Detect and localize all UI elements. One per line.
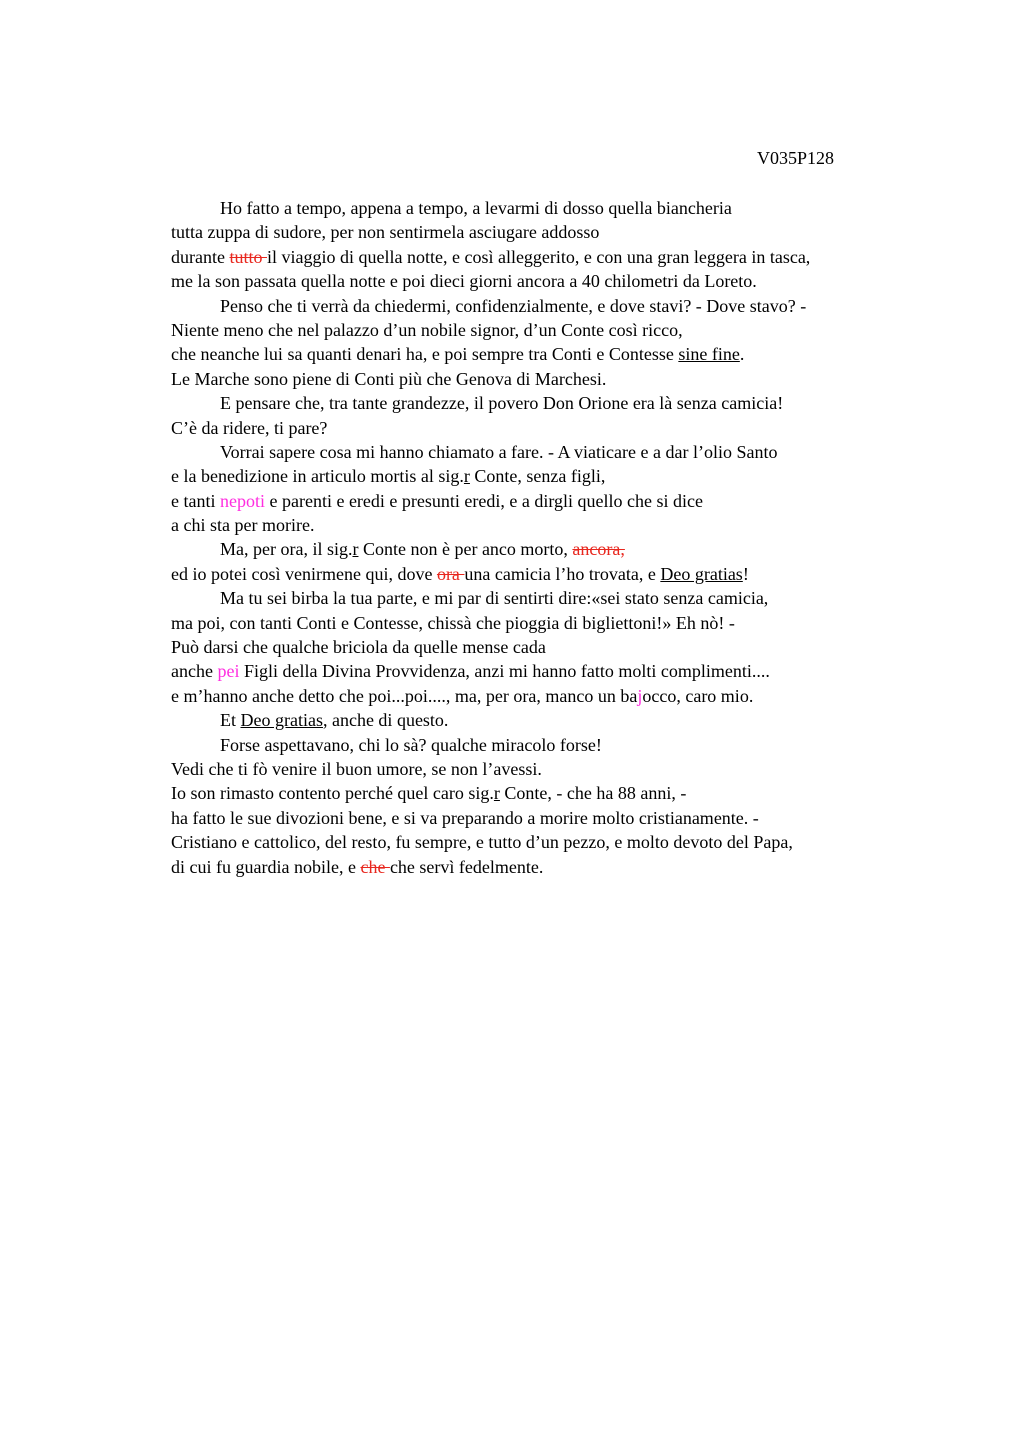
text-segment: a chi sta per morire.: [171, 515, 315, 536]
text-line: [171, 318, 961, 342]
text-segment: Può darsi che qualche briciola da quelle mense cada: [171, 637, 546, 658]
inserted-text: pei: [217, 661, 240, 682]
text-line: [171, 611, 961, 635]
text-line: [171, 245, 961, 269]
text-segment: Vorrai sapere cosa mi hanno chiamato a fare. - A viaticare e a dar l’olio Santo: [220, 441, 778, 462]
text-segment: anche: [171, 661, 218, 682]
text-segment: una camicia l’ho trovata, e: [464, 563, 661, 584]
text-segment: Conte, - che ha 88 anni, -: [499, 783, 687, 804]
text-segment: Conte, senza figli,: [469, 466, 606, 487]
text-segment: e parenti e eredi e presunti eredi, e a dirgli quello che si dice: [264, 490, 703, 511]
text-segment: Vedi che ti fò venire il buon umore, se non l’avessi.: [171, 758, 542, 779]
text-segment: Figli della Divina Provvidenza, anzi mi hanno fatto molti complimenti....: [239, 661, 770, 682]
text-line: [171, 684, 961, 708]
underlined-text: Deo gratias: [660, 563, 743, 584]
deleted-text: ora: [436, 563, 465, 584]
text-segment: occo, caro mio.: [642, 685, 754, 706]
text-segment: Ma tu sei birba la tua parte, e mi par di sentirti dire:«sei stato senza camicia,: [220, 588, 769, 609]
text-segment: ed io potei così venirmene qui, dove: [171, 563, 437, 584]
text-segment: Le Marche sono piene di Conti più che Genova di Marchesi.: [171, 368, 607, 389]
text-line: [171, 513, 961, 537]
text-segment: E pensare che, tra tante grandezze, il povero Don Orione era là senza camicia!: [220, 393, 784, 414]
deleted-text: tutto: [229, 246, 267, 267]
text-segment: che neanche lui sa quanti denari ha, e poi sempre tra Conti e Contesse: [171, 344, 679, 365]
text-segment: !: [742, 563, 749, 584]
text-line: [171, 562, 961, 586]
text-line: [171, 635, 961, 659]
text-line: [171, 440, 961, 464]
text-segment: e la benedizione in articulo mortis al sig.: [171, 466, 464, 487]
text-line: [171, 269, 961, 293]
inserted-text: nepoti: [219, 490, 265, 511]
text-line: [171, 537, 961, 561]
text-line: [171, 367, 961, 391]
text-line: [171, 708, 961, 732]
text-line: [171, 416, 961, 440]
underlined-text: sine fine: [678, 344, 740, 365]
deleted-text: che: [360, 856, 390, 877]
text-line: [171, 659, 961, 683]
text-segment: il viaggio di quella notte, e così alleggerito, e con una gran leggera in tasca,: [267, 246, 811, 267]
text-line: [171, 586, 961, 610]
text-segment: Penso che ti verrà da chiedermi, confidenzialmente, e dove stavi? - Dove stavo? -: [220, 295, 807, 316]
underlined-text: r: [463, 466, 470, 487]
text-line: [171, 294, 961, 318]
text-segment: Cristiano e cattolico, del resto, fu sempre, e tutto d’un pezzo, e molto devoto del Papa,: [171, 832, 793, 853]
underlined-text: Deo gratias: [240, 710, 323, 731]
text-segment: e tanti: [171, 490, 220, 511]
text-line: [171, 220, 961, 244]
text-line: [171, 464, 961, 488]
text-line: [171, 342, 961, 366]
letter-body: [171, 196, 961, 879]
text-line: [171, 830, 961, 854]
text-segment: , anche di questo.: [322, 710, 449, 731]
text-segment: tutta zuppa di sudore, per non sentirmela asciugare addosso: [171, 222, 600, 243]
deleted-text: ancora,: [572, 539, 625, 560]
inserted-text: j: [637, 685, 643, 706]
text-segment: Ma, per ora, il sig.: [220, 539, 353, 560]
text-line: [171, 196, 961, 220]
text-segment: ha fatto le sue divozioni bene, e si va preparando a morire molto cristianamente. -: [171, 807, 759, 828]
text-segment: Ho fatto a tempo, appena a tempo, a levarmi di dosso quella biancheria: [220, 198, 732, 218]
text-segment: me la son passata quella notte e poi dieci giorni ancora a 40 chilometri da Loreto.: [171, 271, 757, 292]
text-line: [171, 733, 961, 757]
text-segment: e m’hanno anche detto che poi...poi...., ma, per ora, manco un ba: [171, 685, 638, 706]
text-segment: ma poi, con tanti Conti e Contesse, chissà che pioggia di bigliettoni!» Eh nò! -: [171, 612, 735, 633]
text-line: [171, 391, 961, 415]
text-segment: Et: [220, 710, 241, 731]
underlined-text: r: [352, 539, 359, 560]
text-segment: Forse aspettavano, chi lo sà? qualche miracolo forse!: [220, 734, 602, 755]
page-identifier: V035P128: [757, 148, 835, 168]
text-line: [171, 855, 961, 879]
text-line: [171, 781, 961, 805]
text-segment: Io son rimasto contento perché quel caro sig.: [171, 783, 494, 804]
text-line: [171, 757, 961, 781]
text-line: [171, 806, 961, 830]
text-segment: .: [739, 344, 745, 365]
text-segment: Niente meno che nel palazzo d’un nobile signor, d’un Conte così ricco,: [171, 319, 683, 340]
underlined-text: r: [493, 783, 500, 804]
text-segment: che servì fedelmente.: [389, 856, 544, 877]
text-segment: C’è da ridere, ti pare?: [171, 417, 328, 438]
text-segment: Conte non è per anco morto,: [358, 539, 573, 560]
text-segment: durante: [171, 246, 230, 267]
text-segment: di cui fu guardia nobile, e: [171, 856, 361, 877]
text-line: [171, 489, 961, 513]
